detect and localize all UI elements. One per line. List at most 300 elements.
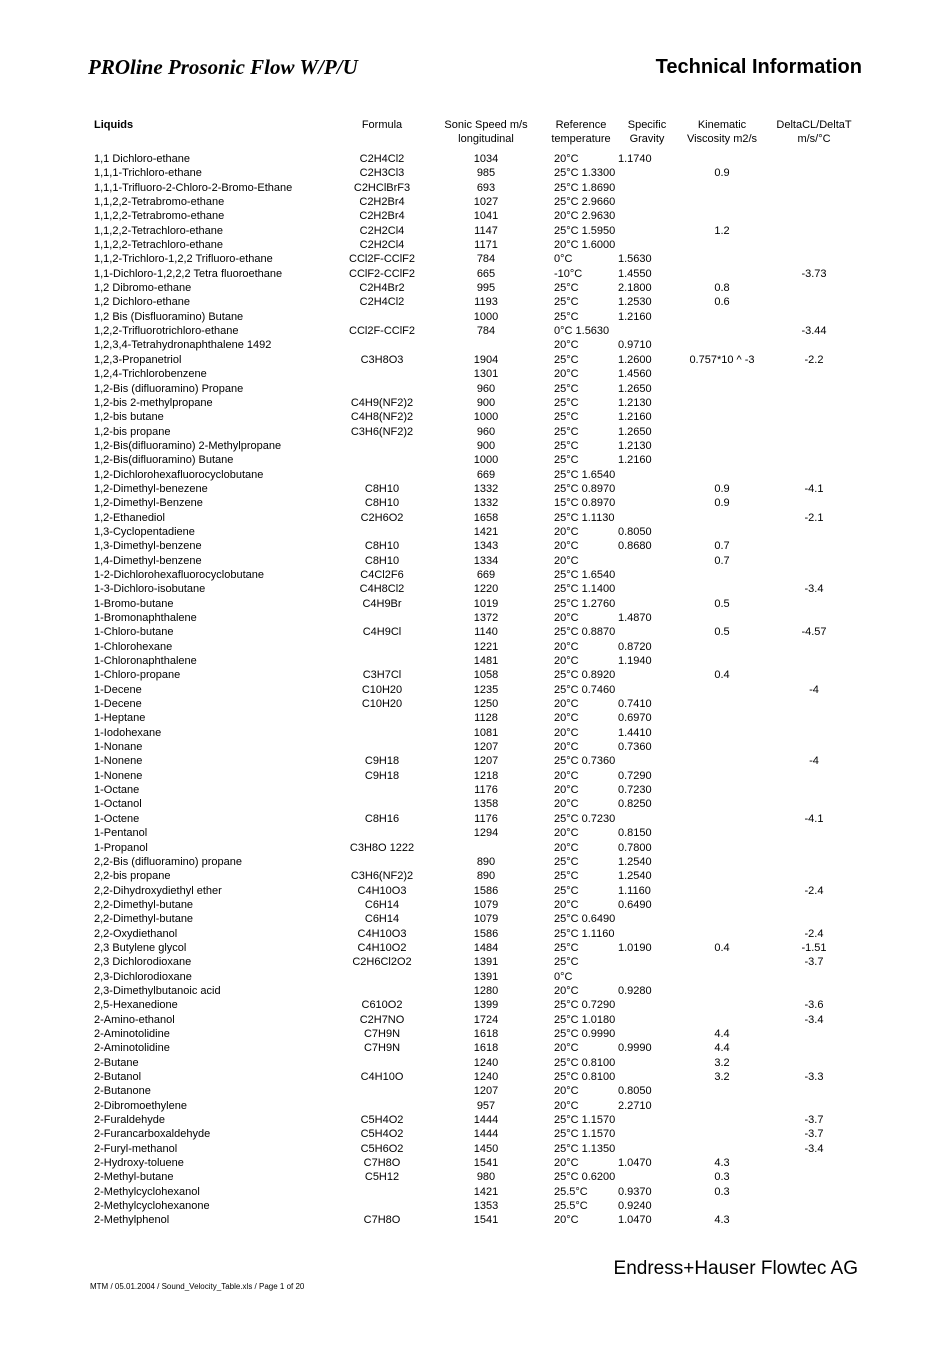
table-row — [90, 209, 862, 223]
deltacl-deltat-cell — [766, 1185, 862, 1199]
specific-gravity-cell — [616, 912, 678, 926]
reference-temperature-cell: 25°C — [554, 353, 579, 366]
kinematic-viscosity-cell — [678, 396, 766, 410]
liquid-name-cell: 1,1,1-Trichloro-ethane — [94, 167, 202, 180]
sonic-speed-cell: 784 — [476, 253, 496, 266]
kinematic-viscosity-cell — [678, 998, 766, 1012]
table-row — [90, 482, 862, 496]
deltacl-deltat-cell — [766, 295, 862, 309]
formula-cell: CCl2F-CClF2 — [349, 325, 415, 338]
specific-gravity-cell: 0.7230 — [618, 784, 652, 797]
table-row — [90, 1013, 862, 1027]
deltacl-deltat-cell — [766, 410, 862, 424]
specific-gravity-cell: 0.8250 — [618, 798, 652, 811]
deltacl-deltat-cell — [766, 597, 862, 611]
sonic-speed-cell: 1000 — [473, 310, 499, 323]
deltacl-deltat-cell: -4.1 — [804, 482, 824, 495]
kinematic-viscosity-cell: 0.4 — [714, 669, 730, 682]
specific-gravity-cell: 0.7360 — [618, 741, 652, 754]
kinematic-viscosity-cell — [678, 970, 766, 984]
deltacl-deltat-cell — [766, 697, 862, 711]
table-row — [90, 1170, 862, 1184]
sonic-speed-cell: 1332 — [473, 482, 499, 495]
table-row — [90, 425, 862, 439]
table-row — [90, 597, 862, 611]
specific-gravity-cell: 0.8680 — [618, 540, 652, 553]
specific-gravity-cell: 1.1940 — [618, 655, 652, 668]
reference-temperature-cell: 20°C — [554, 1042, 579, 1055]
formula-cell: C5H4O2 — [360, 1128, 404, 1141]
liquid-name-cell: 1,2-Dimethyl-benezene — [94, 482, 208, 495]
sonic-speed-cell: 1171 — [474, 239, 498, 252]
formula-cell: C2H4Cl2 — [359, 296, 405, 309]
table-row — [90, 582, 862, 596]
formula-cell: C8H10 — [364, 497, 400, 510]
table-row — [90, 998, 862, 1012]
table-row — [90, 1041, 862, 1055]
reference-temperature-cell: 20°C — [554, 698, 579, 711]
reference-temperature-cell: 20°C — [554, 984, 579, 997]
reference-temperature-cell: 25°C — [554, 454, 579, 467]
col-formula: Formula — [361, 119, 403, 131]
kinematic-viscosity-cell — [678, 683, 766, 697]
reference-temperature-cell: 25°C 0.6490 — [554, 913, 616, 926]
sonic-speed-cell: 1034 — [473, 153, 499, 165]
deltacl-deltat-cell: -2.4 — [804, 884, 824, 897]
kinematic-viscosity-cell: 4.4 — [714, 1027, 730, 1040]
sonic-speed-cell: 890 — [476, 870, 496, 883]
formula-cell — [338, 439, 426, 453]
sonic-speed-cell: 1207 — [473, 755, 499, 768]
formula-cell: C2H6Cl2O2 — [352, 956, 412, 969]
table-row — [90, 912, 862, 926]
specific-gravity-cell: 1.4550 — [618, 267, 652, 280]
formula-cell: C9H18 — [364, 755, 400, 768]
formula-cell: CClF2-CClF2 — [349, 267, 415, 280]
table-row — [90, 970, 862, 984]
deltacl-deltat-cell: -4.1 — [804, 812, 824, 825]
liquid-name-cell: 2,3 Dichlorodioxane — [94, 956, 192, 969]
table-row — [90, 410, 862, 424]
reference-temperature-cell: 25°C 1.5950 — [554, 224, 616, 237]
kinematic-viscosity-cell: 0.3 — [714, 1171, 730, 1184]
table-row — [90, 511, 862, 525]
table-row — [90, 396, 862, 410]
deltacl-deltat-cell: -4 — [809, 755, 819, 768]
table-row — [90, 568, 862, 582]
sonic-speed-cell: 1235 — [473, 683, 499, 696]
deltacl-deltat-cell — [766, 224, 862, 238]
kinematic-viscosity-cell — [678, 410, 766, 424]
liquid-name-cell: 1-2-Dichlorohexafluorocyclobutane — [94, 568, 264, 581]
table-row — [90, 884, 862, 898]
kinematic-viscosity-cell — [678, 1127, 766, 1141]
kinematic-viscosity-cell: 0.4 — [714, 941, 730, 954]
kinematic-viscosity-cell — [678, 654, 766, 668]
liquid-name-cell: 2,5-Hexanedione — [94, 999, 178, 1012]
formula-cell — [338, 984, 426, 998]
formula-cell: C2H7NO — [359, 1013, 405, 1026]
sonic-speed-cell: 1399 — [473, 999, 499, 1012]
formula-cell — [338, 797, 426, 811]
sonic-speed-cell: 1904 — [473, 353, 499, 366]
table-row — [90, 754, 862, 768]
kinematic-viscosity-cell — [678, 439, 766, 453]
specific-gravity-cell: 0.8720 — [618, 640, 652, 653]
sonic-speed-cell: 1140 — [474, 626, 498, 639]
table-row — [90, 855, 862, 869]
reference-temperature-cell: 20°C — [554, 798, 579, 811]
col-reference-temperature: Reference temperature — [551, 119, 611, 145]
table-row — [90, 525, 862, 539]
specific-gravity-cell: 0.6490 — [618, 898, 652, 911]
specific-gravity-cell — [616, 568, 678, 582]
kinematic-viscosity-cell: 0.5 — [714, 626, 730, 639]
kinematic-viscosity-cell: 1.2 — [714, 224, 730, 237]
specific-gravity-cell: 1.4870 — [618, 612, 652, 624]
sonic-speed-cell: 1481 — [473, 655, 499, 668]
sonic-speed-cell: 1218 — [473, 769, 499, 782]
kinematic-viscosity-cell — [678, 209, 766, 223]
sonic-speed-cell: 1618 — [473, 1027, 499, 1040]
formula-cell: C7H8O — [363, 1214, 401, 1227]
table-row — [90, 554, 862, 568]
liquid-name-cell: 2,3-Dimethylbutanoic acid — [94, 984, 221, 997]
kinematic-viscosity-cell — [678, 640, 766, 654]
formula-cell: C3H8O 1222 — [349, 841, 415, 854]
table-row — [90, 683, 862, 697]
table-row — [90, 453, 862, 467]
sonic-speed-cell: 1334 — [473, 554, 499, 567]
formula-cell — [338, 1099, 426, 1113]
kinematic-viscosity-cell — [678, 238, 766, 252]
kinematic-viscosity-cell: 0.8 — [714, 282, 730, 295]
specific-gravity-cell: 1.0470 — [618, 1157, 652, 1170]
formula-cell: C8H10 — [364, 540, 400, 553]
deltacl-deltat-cell — [766, 769, 862, 783]
formula-cell: C10H20 — [361, 698, 403, 711]
kinematic-viscosity-cell — [678, 511, 766, 525]
specific-gravity-cell: 1.2650 — [618, 425, 652, 438]
specific-gravity-cell: 0.7290 — [618, 769, 652, 782]
reference-temperature-cell: 25°C 1.1130 — [554, 511, 615, 524]
specific-gravity-cell — [616, 625, 678, 639]
table-row — [90, 1156, 862, 1170]
formula-cell: C2H6O2 — [360, 511, 404, 524]
liquid-name-cell: 1-Decene — [94, 698, 142, 711]
liquid-name-cell: 1,2,2-Trifluorotrichloro-ethane — [94, 325, 239, 338]
specific-gravity-cell — [616, 224, 678, 238]
liquid-name-cell: 1,2 Dibromo-ethane — [94, 282, 192, 295]
kinematic-viscosity-cell — [678, 740, 766, 754]
sonic-speed-cell: 1041 — [473, 210, 499, 223]
reference-temperature-cell: 25.5°C — [554, 1200, 588, 1213]
formula-cell: CCl2F-CClF2 — [349, 253, 415, 266]
deltacl-deltat-cell: -3.4 — [804, 583, 824, 596]
specific-gravity-cell — [616, 683, 678, 697]
specific-gravity-cell — [616, 1113, 678, 1127]
reference-temperature-cell: 25°C — [554, 855, 579, 868]
liquid-name-cell: 1-Decene — [94, 683, 142, 696]
deltacl-deltat-cell — [766, 539, 862, 553]
col-specific-gravity: Specific Gravity — [627, 119, 667, 145]
specific-gravity-cell — [616, 1170, 678, 1184]
liquid-name-cell: 1-Bromo-butane — [94, 597, 174, 610]
sonic-speed-cell: 1353 — [473, 1200, 499, 1213]
sonic-speed-cell: 1079 — [473, 913, 499, 926]
liquid-name-cell: 2-Methyl-butane — [94, 1171, 174, 1184]
company-name: Endress+Hauser Flowtec AG — [613, 1258, 858, 1279]
liquid-name-cell: 1,2-bis propane — [94, 425, 171, 438]
sonic-speed-cell: 1250 — [473, 698, 499, 711]
sonic-speed-cell: 669 — [476, 568, 496, 581]
liquid-name-cell: 1-Chlorohexane — [94, 640, 173, 653]
sonic-speed-cell: 1541 — [473, 1157, 499, 1170]
formula-cell: C2H3Cl3 — [359, 167, 405, 180]
reference-temperature-cell: 25°C 0.8970 — [554, 482, 616, 495]
reference-temperature-cell: 0°C 1.5630 — [554, 325, 610, 338]
specific-gravity-cell: 0.8050 — [618, 525, 652, 538]
sonic-speed-cell: 1128 — [474, 712, 498, 725]
formula-cell: C2H4Cl2 — [359, 153, 405, 165]
formula-cell — [338, 654, 426, 668]
formula-cell — [338, 1199, 426, 1213]
formula-cell — [338, 453, 426, 467]
deltacl-deltat-cell — [766, 1170, 862, 1184]
deltacl-deltat-cell — [766, 912, 862, 926]
kinematic-viscosity-cell — [678, 267, 766, 281]
specific-gravity-cell: 1.1160 — [618, 884, 651, 897]
table-header — [90, 118, 862, 152]
sonic-speed-cell: 1193 — [474, 296, 498, 309]
kinematic-viscosity-cell — [678, 841, 766, 855]
kinematic-viscosity-cell: 0.9 — [714, 482, 730, 495]
reference-temperature-cell: 25°C 0.8920 — [554, 669, 616, 682]
liquid-name-cell: 2-Methylcyclohexanone — [94, 1200, 210, 1213]
liquid-name-cell: 1-Chloro-propane — [94, 669, 181, 682]
deltacl-deltat-cell: -3.4 — [804, 1013, 824, 1026]
formula-cell — [338, 1084, 426, 1098]
deltacl-deltat-cell — [766, 1084, 862, 1098]
sonic-speed-cell: 1294 — [473, 827, 499, 840]
sonic-speed-cell: 784 — [476, 325, 496, 338]
kinematic-viscosity-cell — [678, 181, 766, 195]
formula-cell: C8H10 — [364, 482, 400, 495]
reference-temperature-cell: 25°C — [554, 439, 579, 452]
table-row — [90, 367, 862, 381]
specific-gravity-cell — [616, 468, 678, 482]
liquid-name-cell: 1,1,2,2-Tetrachloro-ethane — [94, 239, 224, 252]
table-row — [90, 783, 862, 797]
table-row — [90, 1084, 862, 1098]
formula-cell — [338, 855, 426, 869]
formula-cell — [338, 1185, 426, 1199]
reference-temperature-cell: 20°C — [554, 827, 579, 840]
deltacl-deltat-cell: -3.6 — [804, 999, 824, 1012]
kinematic-viscosity-cell — [678, 310, 766, 324]
reference-temperature-cell: 20°C — [554, 784, 579, 797]
reference-temperature-cell: 0°C — [554, 970, 573, 983]
kinematic-viscosity-cell — [678, 1113, 766, 1127]
sonic-speed-cell: 1724 — [473, 1013, 499, 1026]
formula-cell: C4H10O2 — [357, 941, 407, 954]
sonic-speed-cell: 1372 — [473, 612, 499, 624]
specific-gravity-cell — [616, 482, 678, 496]
deltacl-deltat-cell: -3.7 — [804, 1114, 824, 1127]
table-row — [90, 898, 862, 912]
reference-temperature-cell: 25°C 1.0180 — [554, 1013, 616, 1026]
table-row — [90, 941, 862, 955]
liquid-name-cell: 2-Butanol — [94, 1071, 142, 1083]
specific-gravity-cell: 1.2160 — [618, 310, 652, 323]
table-row — [90, 252, 862, 266]
kinematic-viscosity-cell — [678, 1013, 766, 1027]
specific-gravity-cell: 1.2160 — [618, 454, 652, 467]
deltacl-deltat-cell — [766, 468, 862, 482]
formula-cell: C9H18 — [364, 769, 400, 782]
kinematic-viscosity-cell — [678, 382, 766, 396]
kinematic-viscosity-cell: 4.3 — [714, 1157, 730, 1170]
sonic-speed-cell: 1332 — [473, 497, 499, 510]
sonic-speed-cell: 1450 — [473, 1142, 499, 1155]
liquid-name-cell: 1,1,2,2-Tetrachloro-ethane — [94, 224, 224, 237]
formula-cell — [338, 367, 426, 381]
sonic-speed-cell: 985 — [476, 167, 496, 180]
table-row — [90, 338, 862, 352]
specific-gravity-cell — [616, 812, 678, 826]
liquid-name-cell: 1,3-Dimethyl-benzene — [94, 540, 202, 553]
reference-temperature-cell: 25°C 0.9990 — [554, 1027, 616, 1040]
deltacl-deltat-cell — [766, 554, 862, 568]
reference-temperature-cell: 0°C — [554, 253, 573, 266]
deltacl-deltat-cell: -1.51 — [801, 941, 827, 954]
kinematic-viscosity-cell — [678, 812, 766, 826]
reference-temperature-cell: 20°C — [554, 612, 579, 624]
reference-temperature-cell: 25°C 2.9660 — [554, 196, 616, 209]
formula-cell: C4H10O3 — [357, 884, 407, 897]
specific-gravity-cell — [616, 1056, 678, 1070]
specific-gravity-cell — [616, 1013, 678, 1027]
specific-gravity-cell: 1.2130 — [618, 439, 652, 452]
reference-temperature-cell: 25°C — [554, 411, 579, 424]
specific-gravity-cell: 0.9710 — [618, 339, 652, 352]
liquid-name-cell: 2,2-Dimethyl-butane — [94, 913, 194, 926]
kinematic-viscosity-cell — [678, 898, 766, 912]
liquid-name-cell: 1,1,1-Trifluoro-2-Chloro-2-Bromo-Ethane — [94, 181, 293, 194]
kinematic-viscosity-cell: 0.7 — [714, 540, 730, 553]
deltacl-deltat-cell — [766, 654, 862, 668]
deltacl-deltat-cell — [766, 425, 862, 439]
specific-gravity-cell: 1.2650 — [618, 382, 652, 395]
sonic-speed-cell: 1484 — [473, 941, 499, 954]
reference-temperature-cell: 25°C 1.6540 — [554, 468, 616, 481]
deltacl-deltat-cell — [766, 568, 862, 582]
kinematic-viscosity-cell: 0.757*10 ^ -3 — [689, 353, 755, 366]
sonic-speed-cell: 1176 — [474, 812, 498, 825]
sonic-speed-cell: 665 — [476, 267, 496, 280]
col-deltacl-deltat: DeltaCL/DeltaT m/s/°C — [776, 119, 852, 145]
specific-gravity-cell: 2.1800 — [618, 282, 652, 295]
table-row — [90, 1142, 862, 1156]
kinematic-viscosity-cell — [678, 525, 766, 539]
deltacl-deltat-cell: -4.57 — [801, 626, 827, 639]
table-row — [90, 1113, 862, 1127]
sonic-speed-cell: 1618 — [473, 1042, 499, 1055]
reference-temperature-cell: 20°C — [554, 841, 579, 854]
deltacl-deltat-cell — [766, 396, 862, 410]
reference-temperature-cell: 20°C — [554, 741, 579, 754]
sonic-speed-cell: 1658 — [473, 511, 499, 524]
sonic-speed-cell: 960 — [476, 425, 496, 438]
sonic-speed-cell — [426, 841, 546, 855]
kinematic-viscosity-cell: 0.5 — [714, 597, 730, 610]
deltacl-deltat-cell — [766, 1156, 862, 1170]
liquid-name-cell: 1,4-Dimethyl-benzene — [94, 554, 202, 567]
liquid-name-cell: 1-Octene — [94, 812, 140, 825]
kinematic-viscosity-cell: 3.2 — [714, 1071, 730, 1083]
sonic-speed-cell: 1586 — [473, 884, 499, 897]
liquid-name-cell: 1,2-bis 2-methylpropane — [94, 396, 213, 409]
reference-temperature-cell: 25°C — [554, 425, 579, 438]
liquid-name-cell: 1,2,3-Propanetriol — [94, 353, 182, 366]
reference-temperature-cell: 20°C — [554, 712, 579, 725]
sonic-speed-cell: 1240 — [473, 1056, 499, 1069]
kinematic-viscosity-cell — [678, 855, 766, 869]
kinematic-viscosity-cell: 3.2 — [714, 1056, 730, 1069]
liquid-name-cell: 2,2-Bis (difluoramino) propane — [94, 855, 242, 868]
liquid-name-cell: 2,2-Oxydiethanol — [94, 927, 178, 940]
liquid-name-cell: 1,2-Bis (difluoramino) Propane — [94, 382, 244, 395]
reference-temperature-cell: 25°C — [554, 382, 579, 395]
liquid-name-cell: 1-Propanol — [94, 841, 148, 854]
table-row — [90, 1070, 862, 1084]
liquid-name-cell: 2-Furancarboxaldehyde — [94, 1128, 211, 1141]
table-row — [90, 238, 862, 252]
table-row — [90, 281, 862, 295]
kinematic-viscosity-cell — [678, 769, 766, 783]
liquid-name-cell: 1-Octane — [94, 784, 140, 797]
formula-cell: C2H2Cl4 — [359, 239, 405, 252]
sonic-speed-cell: 900 — [476, 396, 496, 409]
deltacl-deltat-cell — [766, 496, 862, 510]
table-row — [90, 181, 862, 195]
deltacl-deltat-cell — [766, 1213, 862, 1227]
formula-cell — [338, 382, 426, 396]
reference-temperature-cell: 20°C — [554, 368, 579, 381]
formula-cell: C6H14 — [364, 913, 400, 926]
reference-temperature-cell: 20°C — [554, 339, 579, 352]
formula-cell: C4H9Br — [362, 597, 402, 610]
liquid-name-cell: 1-Chloro-butane — [94, 626, 174, 639]
formula-cell — [338, 970, 426, 984]
deltacl-deltat-cell — [766, 152, 862, 166]
reference-temperature-cell: 25°C 1.3300 — [554, 167, 616, 180]
formula-cell: C5H12 — [364, 1171, 400, 1184]
formula-cell — [338, 826, 426, 840]
sonic-speed-cell: 1421 — [473, 525, 499, 538]
deltacl-deltat-cell — [766, 166, 862, 180]
deltacl-deltat-cell — [766, 338, 862, 352]
deltacl-deltat-cell — [766, 310, 862, 324]
formula-cell: C4H9Cl — [362, 626, 402, 639]
kinematic-viscosity-cell — [678, 582, 766, 596]
deltacl-deltat-cell — [766, 640, 862, 654]
specific-gravity-cell — [616, 195, 678, 209]
kinematic-viscosity-cell — [678, 754, 766, 768]
formula-cell — [338, 740, 426, 754]
deltacl-deltat-cell — [766, 252, 862, 266]
kinematic-viscosity-cell — [678, 453, 766, 467]
